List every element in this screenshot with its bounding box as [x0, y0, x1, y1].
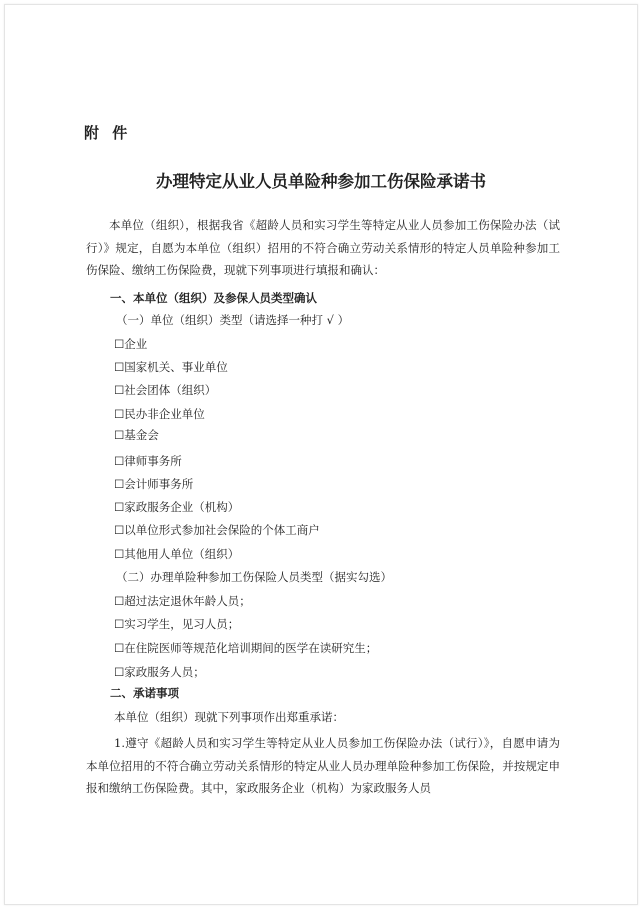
- unit-type-checkbox[interactable]: ☐以单位形式参加社会保险的个体工商户: [114, 523, 320, 537]
- unit-type-checkbox[interactable]: ☐律师事务所: [114, 454, 182, 468]
- person-type-checkbox[interactable]: ☐在住院医师等规范化培训期间的医学在读研究生；: [114, 641, 378, 655]
- section2-intro: 本单位（组织）现就下列事项作出郑重承诺：: [114, 710, 344, 724]
- section1-heading: 一、本单位（组织）及参保人员类型确认: [110, 291, 317, 305]
- unit-type-checkbox[interactable]: ☐民办非企业单位: [114, 407, 205, 421]
- document-title: 办理特定从业人员单险种参加工伤保险承诺书: [156, 172, 486, 191]
- unit-type-checkbox[interactable]: ☐会计师事务所: [114, 477, 194, 491]
- unit-type-checkbox[interactable]: ☐社会团体（组织）: [114, 383, 217, 397]
- commitment-item-1: 1.遵守《超龄人员和实习学生等特定从业人员参加工伤保险办法（试行）》，自愿申请为本单位招用的不符合确立劳动关系情形的特定从业人员办理单险种参加工伤保险，并按规定申报和缴纳工伤保险费。其中，家政服务企业（机构）为家政服务人员: [86, 736, 560, 795]
- intro-paragraph: 本单位（组织），根据我省《超龄人员和实习学生等特定从业人员参加工伤保险办法（试行）》规定，自愿为本单位（组织）招用的不符合确立劳动关系情形的特定人员单险种参加工伤保险、缴纳工伤保险费，现就下列事项进行填报和确认：: [86, 218, 560, 277]
- unit-type-checkbox[interactable]: ☐企业: [114, 337, 148, 351]
- unit-type-checkbox[interactable]: ☐家政服务企业（机构）: [114, 500, 240, 514]
- unit-type-checkbox[interactable]: ☐基金会: [114, 428, 159, 442]
- section1-sub2: （二）办理单险种参加工伤保险人员类型（据实勾选）: [116, 570, 392, 584]
- person-type-checkbox[interactable]: ☐实习学生，见习人员；: [114, 617, 240, 631]
- unit-type-checkbox[interactable]: ☐国家机关、事业单位: [114, 360, 228, 374]
- person-type-checkbox[interactable]: ☐家政服务人员；: [114, 665, 205, 679]
- attachment-label: 附 件: [84, 124, 132, 142]
- section1-sub1: （一）单位（组织）类型（请选择一种打 √ ）: [116, 313, 350, 327]
- section2-heading: 二、承诺事项: [110, 686, 179, 700]
- person-type-checkbox[interactable]: ☐超过法定退休年龄人员；: [114, 594, 251, 608]
- unit-type-checkbox[interactable]: ☐其他用人单位（组织）: [114, 547, 240, 561]
